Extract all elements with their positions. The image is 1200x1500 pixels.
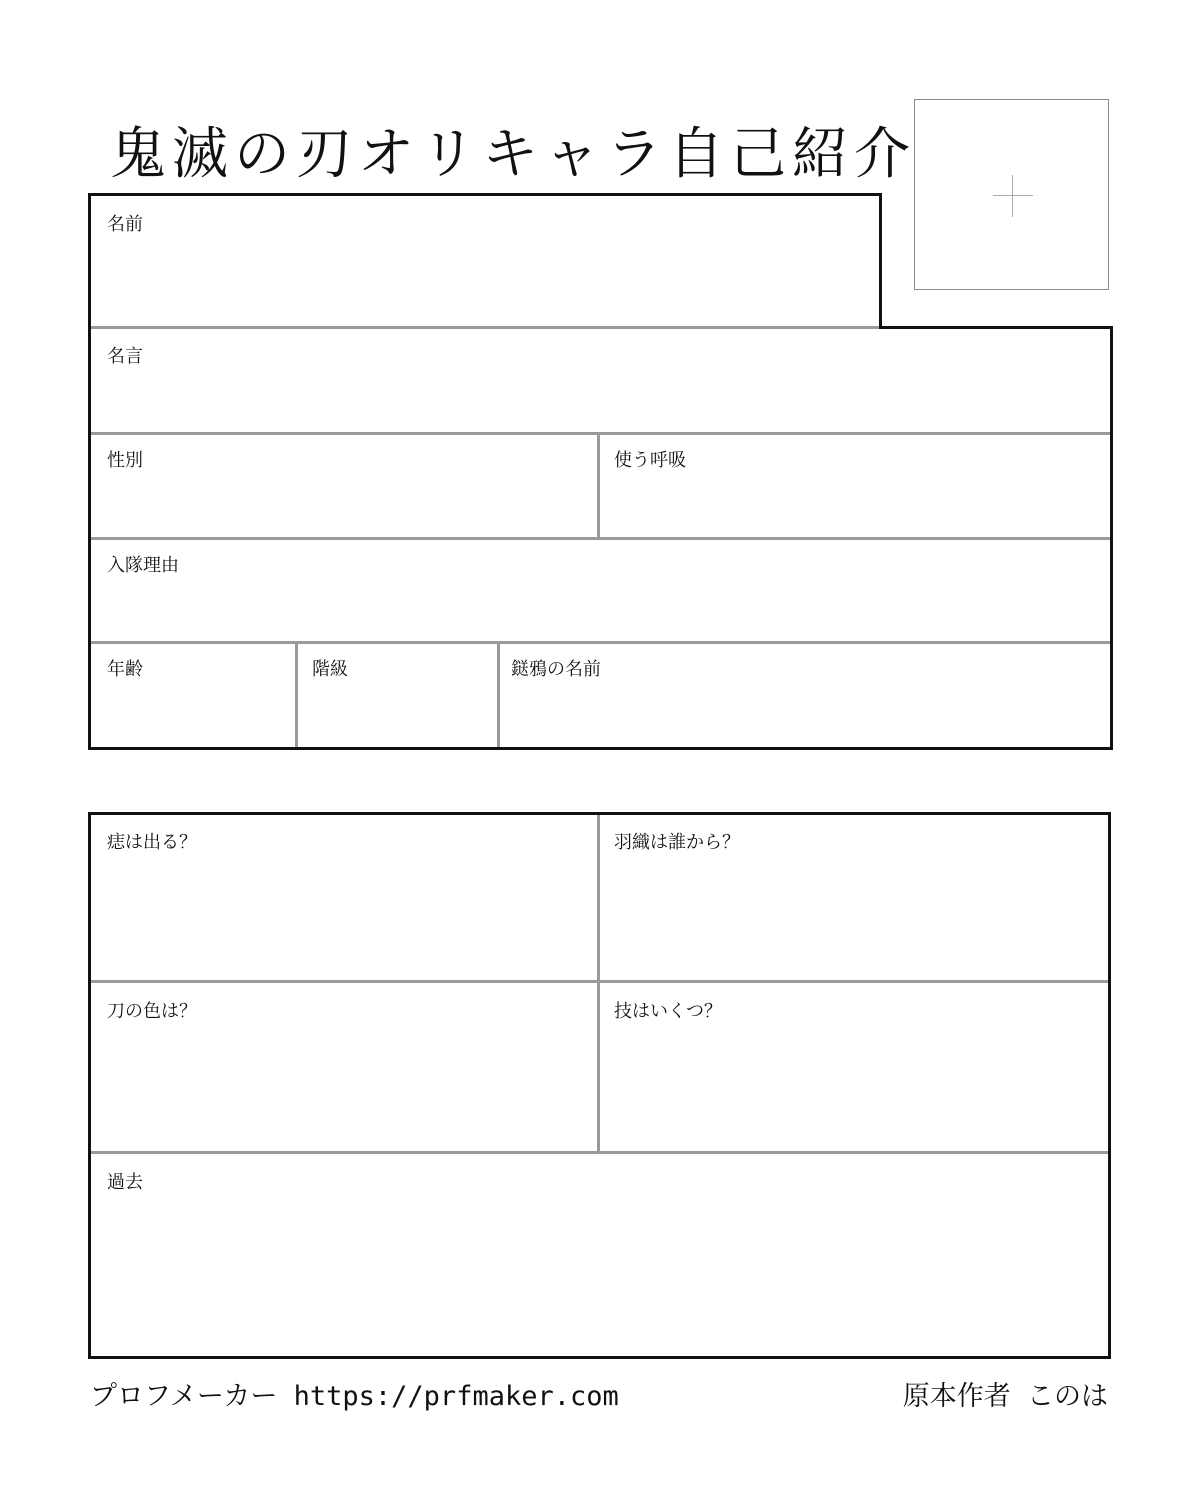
gender-cell[interactable]	[91, 435, 597, 537]
name-cell[interactable]	[91, 196, 879, 326]
reason-cell[interactable]	[91, 540, 1110, 641]
name-label: 名前	[107, 214, 143, 235]
gender-label: 性別	[107, 450, 143, 471]
plus-icon	[993, 195, 1033, 196]
section1-right-border	[1110, 326, 1113, 750]
crow-name-label: 鎹鴉の名前	[511, 659, 601, 680]
past-cell[interactable]	[91, 1154, 1108, 1356]
mark-label: 痣は出る？	[107, 832, 197, 853]
past-label: 過去	[107, 1172, 143, 1193]
footer-maker-credit: プロフメーカー https://prfmaker.com	[90, 1381, 619, 1412]
plus-icon-vertical	[1012, 175, 1013, 217]
footer-author-credit: 原本作者 このは	[902, 1381, 1108, 1412]
age-label: 年齢	[107, 659, 143, 680]
photo-upload-box[interactable]	[914, 99, 1109, 290]
page-title: 鬼滅の刃オリキャラ自己紹介	[110, 122, 916, 187]
quote-label: 名言	[107, 346, 143, 367]
quote-cell[interactable]	[91, 329, 1110, 432]
sword-color-label: 刀の色は？	[107, 1001, 197, 1022]
section2-bottom-border	[88, 1356, 1111, 1359]
section1-bottom-border	[88, 747, 1113, 750]
breathing-label: 使う呼吸	[614, 450, 686, 471]
section1-name-right-border	[879, 193, 882, 329]
techniques-label: 技はいくつ？	[614, 1001, 722, 1022]
reason-label: 入隊理由	[107, 555, 179, 576]
haori-label: 羽織は誰から？	[614, 832, 740, 853]
rank-label: 階級	[312, 659, 348, 680]
section2-right-border	[1108, 812, 1111, 1359]
